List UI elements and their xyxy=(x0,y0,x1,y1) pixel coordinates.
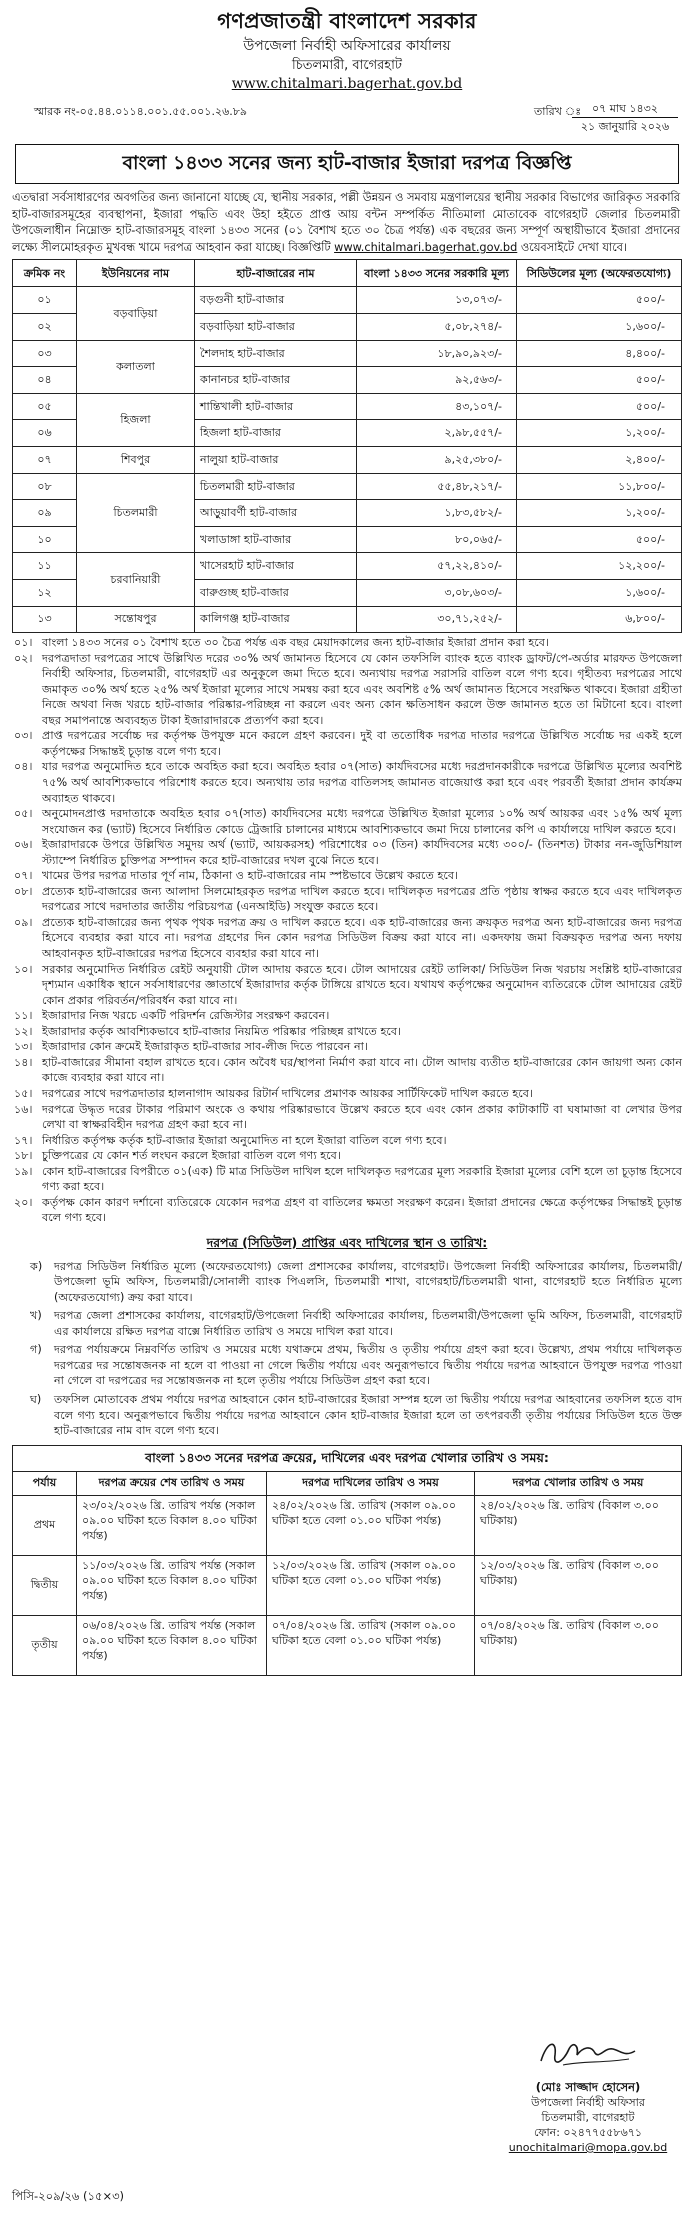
union-cell: সন্তোষপুর xyxy=(77,606,195,633)
condition-item xyxy=(12,884,682,915)
market-cell: কালিগঞ্জ হাট-বাজার xyxy=(195,606,357,633)
serial-cell: ১২ xyxy=(13,579,77,606)
signatory-place: চিতলমারী, বাগেরহাট xyxy=(541,2111,635,2124)
place-item xyxy=(12,1259,682,1306)
price-cell: ৩০,৭১,২৫২/- xyxy=(357,606,517,633)
condition-number: ০৯। xyxy=(14,915,33,929)
serial-cell: ০৭ xyxy=(13,446,77,473)
schedule-row xyxy=(13,1555,682,1615)
schedule-price-cell: ৪,৪০০/- xyxy=(517,340,682,367)
schedule-price-cell: ১,২০০/- xyxy=(517,500,682,527)
condition-number: ১৫। xyxy=(14,1086,33,1100)
condition-number: ০৫। xyxy=(14,807,33,821)
price-cell: ১,৮৩,৫৮২/- xyxy=(357,500,517,527)
condition-item xyxy=(12,837,682,868)
header-govt-price: বাংলা ১৪৩৩ সনের সরকারি মূল্য xyxy=(357,260,517,287)
signatory-email[interactable]: unochitalmari@mopa.gov.bd xyxy=(508,2141,668,2154)
condition-number: ০১। xyxy=(14,636,33,650)
buy-deadline-cell: ১১/০৩/২০২৬ খ্রি. তারিখ পর্যন্ত (সকাল ০৯.০০ ঘটিকা হতে বিকাল ৪.০০ ঘটিকা পর্যন্ত) xyxy=(77,1555,267,1615)
condition-text: ইজারাদারকে উপরে উল্লিখিত সমুদয় অর্থ (ভ্যাট, আয়করসহ) পরিশোধের ০৩ (তিন) কার্যদিবসের মধ্যে ৩০০/- (তিনশত) টাকার নন-জুডিশিয়াল স্ট্যাম্পে নির্ধারিত চুক্তিপত্র সম্পাদন করে হাট-বাজারের দখল বুঝে নিতে হবে। xyxy=(42,838,682,867)
schedule-caption-row xyxy=(13,1445,682,1471)
notice-title: বাংলা ১৪৩৩ সনের জন্য হাট-বাজার ইজারা দরপত্র বিজ্ঞপ্তি xyxy=(15,144,679,184)
condition-text: দরপত্রে উদ্ধৃত দরের টাকার পরিমাণ অংকে ও কথায় পরিষ্কারভাবে উল্লেখ করতে হবে এবং কোন প্রকার কাটাকাটি বা ঘষামাজা বা লেখার উপর লেখা বা স্বাক্ষরবিহীন দরপত্র গ্রহণ করা হবে না। xyxy=(42,1102,682,1132)
places-section-title: দরপত্র (সিডিউল) প্রাপ্তির এবং দাখিলের স্থান ও তারিখ: xyxy=(206,1234,488,1250)
condition-text: বাংলা ১৪৩৩ সনের ০১ বৈশাখ হতে ৩০ চৈত্র পর্যন্ত এক বছর মেয়াদকালের জন্য হাট-বাজার ইজারা প্রদান করা হবে। xyxy=(42,636,549,650)
serial-cell: ০৯ xyxy=(13,500,77,527)
condition-item xyxy=(12,1148,682,1164)
serial-cell: ০৪ xyxy=(13,367,77,394)
place-text: দরপত্র পর্যায়ক্রমে নিম্নবর্ণিত তারিখ ও সময়ের মধ্যে যথাক্রমে প্রথম, দ্বিতীয় ও তৃতীয় পর্যায়ে গ্রহণ করা হবে। উল্লেখ্য, প্রথম পর্যায়ে দাখিলকৃত দরপত্রের দর সন্তোষজনক না হলে বা পাওয়া না গেলে দ্বিতীয় পর্যায়ে এবং অনুরূপভাবে দ্বিতীয় পর্যায়ে দরপত্র আহবানে উপযুক্ত দরপত্র পাওয়া না গেলে বা দরপত্রের দর সন্তোষজনক না হলে তৃতীয় পর্যায়ে সিডিউল গ্রহণ করা হবে। xyxy=(54,1343,682,1388)
market-cell: খলাডাঙ্গা হাট-বাজার xyxy=(195,526,357,553)
table-row xyxy=(13,287,682,314)
condition-number: ০৪। xyxy=(14,760,33,774)
table-row xyxy=(13,553,682,580)
place-text: দরপত্র জেলা প্রশাসকের কার্যালয়, বাগেরহাট/উপজেলা নির্বাহী অফিসারের কার্যালয়, চিতলমারী/উপজেলা ভূমি অফিস, চিতলমারী, বাগেরহাট এর কার্যালয়ে রক্ষিত দরপত্র বাক্সে নির্ধারিত তারিখ ও সময়ে দাখিল করা যাবে। xyxy=(54,1309,682,1338)
market-cell: বড়গুনী হাট-বাজার xyxy=(195,287,357,314)
office-address: চিতলমারী, বাগেরহাট xyxy=(292,58,402,73)
condition-text: অনুমোদনপ্রাপ্ত দরদাতাকে অবহিত হবার ০৭(সাত) কার্যদিবসের মধ্যে দরপত্রে উল্লিখিত ইজারা মূল্যের ১০% অর্থ আয়কর এবং ১৫% অর্থ মূল্য সংযোজন কর (ভ্যাট) হিসেবে নির্ধারিত কোডে ট্রেজারি চালানের মাধ্যমে আবশ্যিকভাবে জমা দিয়ে চালানের কপি এ কার্যালয়ে দাখিল করতে হবে। xyxy=(42,807,682,836)
intro-website-link[interactable]: www.chitalmari.bagerhat.gov.bd xyxy=(334,240,518,254)
condition-number: ১৩। xyxy=(14,1040,33,1054)
condition-number: ০৬। xyxy=(14,838,33,852)
condition-item xyxy=(12,868,682,884)
market-cell: কানানচর হাট-বাজার xyxy=(195,367,357,394)
place-text: তফসিল মোতাবেক প্রথম পর্যায়ে দরপত্র আহবানে কোন হাট-বাজারের ইজারা সম্পন্ন হলে তা দ্বিতীয় পর্যায়ে দরপত্র আহবানের তফসিল হতে বাদ বলে গণ্য হবে। অনুরূপভাবে দ্বিতীয় পর্যায়ে দরপত্র আহবানে কোন হাট-বাজার ইজারা হলে তা তৎপরবর্তী তৃতীয় পর্যায়ের সিডিউল হতে উক্ত হাট-বাজারের নাম বাদ বলে গণ্য হবে। xyxy=(54,1393,682,1438)
price-cell: ৯,২৫,৩৮০/- xyxy=(357,446,517,473)
phase-cell: তৃতীয় xyxy=(13,1615,77,1675)
price-cell: ৪৩,১০৭/- xyxy=(357,393,517,420)
condition-text: ইজারাদার কর্তৃক আবশ্যিকভাবে হাট-বাজার নিয়মিত পরিষ্কার পরিচ্ছন্ন রাখতে হবে। xyxy=(42,1024,402,1038)
price-cell: ৫৭,২২,৪১০/- xyxy=(357,553,517,580)
condition-number: ১৭। xyxy=(14,1133,33,1147)
condition-text: কোন হাট-বাজারের বিপরীতে ০১(এক) টি মাত্র সিডিউল দাখিল হলে দাখিলকৃত দরপত্রের মূল্য সরকারি ইজারা মূল্যের বেশি হলে তা চূড়ান্ত হিসেবে গণ্য করা হবে। xyxy=(42,1164,682,1194)
schedule-row xyxy=(13,1615,682,1675)
condition-number: ০৭। xyxy=(14,869,33,883)
condition-text: চুক্তিপত্রের যে কোন শর্ত লংঘন করলে ইজারা বাতিল বলে গণ্য হবে। xyxy=(42,1149,341,1163)
table-row xyxy=(13,446,682,473)
condition-number: ১৪। xyxy=(14,1055,33,1069)
condition-item xyxy=(12,962,682,1009)
condition-number: ১২। xyxy=(14,1024,33,1038)
condition-number: ১১। xyxy=(14,1009,33,1023)
signatory-designation: উপজেলা নির্বাহী অফিসার xyxy=(531,2096,645,2109)
condition-text: ইজারাদার কোন ক্রমেই ইজারাকৃত হাট-বাজার সাব-লীজ দিতে পারবেন না। xyxy=(42,1040,368,1054)
market-cell: আড়ুয়াবর্ণী হাট-বাজার xyxy=(195,500,357,527)
website-link[interactable]: www.chitalmari.bagerhat.gov.bd xyxy=(231,76,463,92)
table-header-row xyxy=(13,260,682,287)
condition-text: ইজারাদার নিজ খরচে একটি পরিদর্শন রেজিস্টার সংরক্ষণ করবেন। xyxy=(42,1009,330,1023)
schedule-price-cell: ২,৪০০/- xyxy=(517,446,682,473)
handwritten-signature-icon xyxy=(533,2033,643,2073)
market-cell: নালুয়া হাট-বাজার xyxy=(195,446,357,473)
letterhead xyxy=(12,6,682,94)
memo-number: স্মারক নং-০৫.৪৪.০১১৪.০০১.৫৫.০০১.২৬.৮৯ xyxy=(34,105,248,118)
serial-cell: ০৩ xyxy=(13,340,77,367)
open-date-cell: ১২/০৩/২০২৬ খ্রি. তারিখ (বিকাল ৩.০০ ঘটিকায়) xyxy=(475,1555,682,1615)
schedule-header-row xyxy=(13,1471,682,1495)
schedule-header-submit: দরপত্র দাখিলের তারিখ ও সময় xyxy=(267,1471,475,1495)
condition-text: যার দরপত্র অনুমোদিত হবে তাকে অবহিত করা হবে। অবহিত হবার ০৭(সাত) কার্যদিবসের মধ্যে দরপ্রদানকারীকে দরপত্রে উল্লিখিত মূল্যের অবশিষ্ট ৭৫% অর্থ আবশ্যিকভাবে পরিশোধ করতে হবে। অন্যথায় তার দরপত্র বাতিলসহ জামানত বাজেয়াপ্ত করা হবে এবং পরবর্তী ইজারা প্রদান কার্যক্রম অব্যাহত থাকবে। xyxy=(42,760,682,805)
header-schedule-price: সিডিউলের মূল্য (অফেরতযোগ্য) xyxy=(517,260,682,287)
condition-text: নির্ধারিত কর্তৃপক্ষ কর্তৃক হাট-বাজার ইজারা অনুমোদিত না হলে ইজারা বাতিল বলে গণ্য হবে। xyxy=(42,1133,447,1147)
condition-text: সরকার অনুমোদিত নির্ধারিত রেইট অনুযায়ী টোল আদায় করতে হবে। টোল আদায়ের রেইট তালিকা/ সিডিউল নিজ খরচায় সংশ্লিষ্ট হাট-বাজারের দৃশ্যমান একাধিক স্থানে সর্বসাধারণের জ্ঞাতার্থে ইজারাদার কর্তৃক টাঙ্গিয়ে রাখতে হবে। যথাযথ কর্তৃপক্ষের অনুমোদন ব্যতিরেকে টোল আদায়ের রেইট কোন প্রকার পরিবর্তন/পরিবর্ধন করা যাবে না। xyxy=(42,962,682,1007)
serial-cell: ০৫ xyxy=(13,393,77,420)
serial-cell: ০৬ xyxy=(13,420,77,447)
price-cell: ১৩,০৭৩/- xyxy=(357,287,517,314)
condition-item xyxy=(12,1008,682,1024)
place-letter: খ) xyxy=(30,1309,42,1323)
serial-cell: ১৩ xyxy=(13,606,77,633)
place-item xyxy=(12,1342,682,1389)
schedule-price-cell: ৫০০/- xyxy=(517,367,682,394)
header-serial: ক্রমিক নং xyxy=(13,260,77,287)
market-cell: বারুগুচ্ছ হাট-বাজার xyxy=(195,579,357,606)
condition-text: প্রত্যেক হাট-বাজারের জন্য আলাদা সিলমোহরকৃত দরপত্র দাখিল করতে হবে। দাখিলকৃত দরপত্রের প্রতি পৃষ্ঠায় স্বাক্ষর করতে হবে এবং দাখিলকৃত দরপত্রের সাথে দরদাতার জাতীয় পরিচয়পত্র (এনআইডি) সংযুক্ত করতে হবে। xyxy=(42,884,682,914)
condition-number: ১৮। xyxy=(14,1149,33,1163)
condition-text: প্রাপ্ত দরপত্রের সর্বোচ্চ দর কর্তৃপক্ষ উপযুক্ত মনে করলে গ্রহণ করবেন। দুই বা ততোধিক দরপত্র দাতার দরপত্রে উল্লিখিত সর্বোচ্চ দর একই হলে কর্তৃপক্ষের সিদ্ধান্তই চূড়ান্ত বলে গণ্য হবে। xyxy=(42,729,682,758)
union-cell: চরবানিয়ারী xyxy=(77,553,195,606)
condition-item xyxy=(12,915,682,962)
market-cell: বড়বাড়িয়া হাট-বাজার xyxy=(195,313,357,340)
table-row xyxy=(13,393,682,420)
date-box xyxy=(572,100,678,135)
condition-number: ০৮। xyxy=(14,884,33,898)
schedule-header-open: দরপত্র খোলার তারিখ ও সময় xyxy=(475,1471,682,1495)
condition-text: কর্তৃপক্ষ কোন কারণ দর্শানো ব্যতিরেকে যেকোন দরপত্র গ্রহণ বা বাতিলের ক্ষমতা সংরক্ষণ করেন। ইজারা প্রদানের ক্ষেত্রে কর্তৃপক্ষের সিদ্ধান্তই চূড়ান্ত বলে গণ্য হবে। xyxy=(42,1195,682,1225)
price-cell: ৩,০৮,৬০৩/- xyxy=(357,579,517,606)
union-cell: চিতলমারী xyxy=(77,473,195,553)
market-cell: শান্তিখালী হাট-বাজার xyxy=(195,393,357,420)
condition-number: ০৩। xyxy=(14,729,33,743)
union-cell: কলাতলা xyxy=(77,340,195,393)
price-cell: ২,৯৮,৫৫৭/- xyxy=(357,420,517,447)
schedule-price-cell: ৫০০/- xyxy=(517,287,682,314)
header-market: হাট-বাজারের নাম xyxy=(195,260,357,287)
condition-number: ০২। xyxy=(14,651,33,665)
intro-paragraph xyxy=(12,190,680,256)
schedule-price-cell: ১,২০০/- xyxy=(517,420,682,447)
price-cell: ৫,০৮,২৭৪/- xyxy=(357,313,517,340)
submit-date-cell: ২৪/০২/২০২৬ খ্রি. তারিখ (সকাল ০৯.০০ ঘটিকা হতে বেলা ০১.০০ ঘটিকা পর্যন্ত) xyxy=(267,1495,475,1555)
print-code: পিসি-২০৯/২৬ (১৫×৩) xyxy=(12,2189,125,2203)
phase-cell: প্রথম xyxy=(13,1495,77,1555)
place-letter: গ) xyxy=(30,1343,42,1357)
place-letter: ঘ) xyxy=(30,1393,42,1406)
serial-cell: ০৮ xyxy=(13,473,77,500)
submit-date-cell: ০৭/০৪/২০২৬ খ্রি. তারিখ (সকাল ০৯.০০ ঘটিকা হতে বেলা ০১.০০ ঘটিকা পর্যন্ত) xyxy=(267,1615,475,1675)
serial-cell: ১১ xyxy=(13,553,77,580)
condition-item xyxy=(12,1102,682,1133)
condition-text: দরপত্রদাতা দরপত্রের সাথে উল্লিখিত দরের ৩০% অর্থ জামানত হিসেবে যে কোন তফসিলি ব্যাংক হতে ব্যাংক ড্রাফট/পে-অর্ডার মারফত উপজেলা নির্বাহী অফিসার, চিতলমারী, বাগেরহাট এর অনুকূলে জমা দিতে হবে। অন্যথায় দরপত্র সরাসরি বাতিল বলে গণ্য হবে। গৃহীতব্য দরপত্রের সাথে জমাকৃত ৩০% অর্থ হতে ২৫% অর্থ ইজারা মূল্যের সাথে সমন্বয় করা হবে এবং অবশিষ্ট ৫% অর্থ জামানত হিসেবে সংরক্ষিত থাকবে। ইজারা গ্রহীতা নিজে অথবা নিজ খরচে হাট-বাজার পরিষ্কার-পরিচ্ছন্ন না করলে এবং অন্য কোন ক্ষতিসাধন করলে উক্ত জামানত হতে তা মিটানো হবে। বাংলা বছর সমাপনান্তে অব্যবহৃত টাকা ইজারাদারকে প্রত্যর্পণ করা হবে। xyxy=(42,651,682,727)
schedule-table xyxy=(12,1445,682,1676)
phase-cell: দ্বিতীয় xyxy=(13,1555,77,1615)
open-date-cell: ০৭/০৪/২০২৬ খ্রি. তারিখ (বিকাল ৩.০০ ঘটিকায়) xyxy=(475,1615,682,1675)
place-item xyxy=(12,1392,682,1439)
schedule-price-cell: ১,৬০০/- xyxy=(517,313,682,340)
union-cell: শিবপুর xyxy=(77,446,195,473)
schedule-price-cell: ৫০০/- xyxy=(517,526,682,553)
condition-item xyxy=(12,1164,682,1195)
submit-date-cell: ১২/০৩/২০২৬ খ্রি. তারিখ (সকাল ০৯.০০ ঘটিকা হতে বেলা ০১.০০ ঘটিকা পর্যন্ত) xyxy=(267,1555,475,1615)
schedule-price-cell: ৬,৮০০/- xyxy=(517,606,682,633)
serial-cell: ০১ xyxy=(13,287,77,314)
condition-item xyxy=(12,1133,682,1149)
price-cell: ৫৫,৪৮,২১৭/- xyxy=(357,473,517,500)
serial-cell: ১০ xyxy=(13,526,77,553)
table-row xyxy=(13,606,682,633)
date-english: ২১ জানুয়ারি ২০২৬ xyxy=(580,120,670,133)
serial-cell: ০২ xyxy=(13,313,77,340)
schedule-header-buy: দরপত্র ক্রয়ের শেষ তারিখ ও সময় xyxy=(77,1471,267,1495)
condition-item xyxy=(12,1055,682,1086)
condition-item xyxy=(12,651,682,729)
place-item xyxy=(12,1308,682,1339)
condition-item xyxy=(12,1195,682,1226)
open-date-cell: ২৪/০২/২০২৬ খ্রি. তারিখ (বিকাল ৩.০০ ঘটিকায়) xyxy=(475,1495,682,1555)
conditions-list xyxy=(12,635,682,1226)
schedule-price-cell: ১২,২০০/- xyxy=(517,553,682,580)
schedule-price-cell: ৫০০/- xyxy=(517,393,682,420)
table-row xyxy=(13,340,682,367)
schedule-price-cell: ১১,৮০০/- xyxy=(517,473,682,500)
price-cell: ৮০,০৬৫/- xyxy=(357,526,517,553)
header-union: ইউনিয়নের নাম xyxy=(77,260,195,287)
signatory-name: (মোঃ সাজ্জাদ হোসেন) xyxy=(535,2080,641,2094)
price-cell: ৯২,৫৬৩/- xyxy=(357,367,517,394)
condition-text: দরপত্রের সাথে দরপত্রদাতার হালনাগাদ আয়কর রিটার্ন দাখিলের প্রমাণক আয়কর সার্টিফিকেট দাখিল করতে হবে। xyxy=(42,1086,534,1100)
condition-item xyxy=(12,759,682,806)
place-letter: ক) xyxy=(30,1259,43,1273)
condition-item xyxy=(12,1086,682,1102)
schedule-price-cell: ১,৬০০/- xyxy=(517,579,682,606)
date-bangla: ০৭ মাঘ ১৪৩২ xyxy=(572,100,678,118)
condition-number: ১০। xyxy=(14,962,33,976)
place-text: দরপত্র সিডিউল নির্ধারিত মূল্যে (অফেরতযোগ্য) জেলা প্রশাসকের কার্যালয়, বাগেরহাট। উপজেলা নির্বাহী অফিসারের কার্যালয়, চিতলমারী/উপজেলা ভূমি অফিস, চিতলমারী/সোনালী ব্যাংক পিএলসি, চিতলমারী শাখা, বাগেরহাট/চিতলমারী থানা, বাগেরহাট হতে নির্ধারিত মূল্যে (অফেরতযোগ্য) ক্রয় করা যাবে। xyxy=(54,1259,682,1304)
government-title: গণপ্রজাতন্ত্রী বাংলাদেশ সরকার xyxy=(217,9,477,33)
reference-row xyxy=(12,98,682,144)
union-cell: বড়বাড়িয়া xyxy=(77,287,195,340)
market-cell: শৈলদাহ হাট-বাজার xyxy=(195,340,357,367)
market-cell: খাসেরহাট হাট-বাজার xyxy=(195,553,357,580)
condition-text: হাট-বাজারের সীমানা বহাল রাখতে হবে। কোন অবৈধ ঘর/স্থাপনা নির্মাণ করা যাবে না। টোল আদায় ব্যতীত হাট-বাজারের কোন জায়গা অন্য কোন কাজে ব্যবহার করা যাবে না। xyxy=(42,1055,682,1085)
date-label: তারিখ ঃ xyxy=(534,105,582,118)
table-row xyxy=(13,473,682,500)
intro-text: এতদ্বারা সর্বসাধারণের অবগতির জন্য জানানো যাচ্ছে যে, স্থানীয় সরকার, পল্লী উন্নয়ন ও সমবায় মন্ত্রণালয়ের স্থানীয় সরকার বিভাগের জারিকৃত সরকারি হাট-বাজারসমূহের ব্যবস্থাপনা, ইজারা পদ্ধতি এবং উহা হইতে প্রাপ্ত আয় বন্টন সম্পর্কিত নীতিমালা মোতাবেক বাগেরহাট জেলার চিতলমারী উপজেলাধীন নিম্নোক্ত হাট-বাজারসমূহ বাংলা ১৪৩৩ সনের (০১ বৈশাখ হতে ৩০ চৈত্র পর্যন্ত) এক বছরের জন্য সম্পূর্ণ অস্থায়ীভাবে ইজারা প্রদানের লক্ষ্যে সীলমোহরকৃত মুখবন্ধ খামে দরপত্র আহবান করা যাচ্ছে। বিজ্ঞপ্তিটি xyxy=(12,191,680,254)
market-cell: হিজলা হাট-বাজার xyxy=(195,420,357,447)
office-name: উপজেলা নির্বাহী অফিসারের কার্যালয় xyxy=(243,38,451,54)
condition-text: প্রত্যেক হাট-বাজারের জন্য পৃথক পৃথক দরপত্র ক্রয় ও দাখিল করতে হবে। এক হাট-বাজারের জন্য ক্রয়কৃত দরপত্র অন্য হাট-বাজারের জন্য দরপত্র হিসেবে ব্যবহার করা যাবে না। দরপত্র গ্রহণের দিন কোন দরপত্র সিডিউল বিক্রয় করা যাবে না। একদফায় জমা বিক্রয়কৃত দরপত্র অন্য দফায় আহবানকৃত হাট-বাজারের দরপত্র হিসেবে ব্যবহার করা যাবে না। xyxy=(42,915,682,961)
market-cell: চিতলমারী হাট-বাজার xyxy=(195,473,357,500)
condition-text: খামের উপর দরপত্র দাতার পূর্ণ নাম, ঠিকানা ও হাট-বাজারের নাম স্পষ্টভাবে উল্লেখ করতে হবে। xyxy=(42,869,459,883)
condition-item xyxy=(12,1024,682,1040)
buy-deadline-cell: ০৬/০৪/২০২৬ খ্রি. তারিখ পর্যন্ত (সকাল ০৯.০০ ঘটিকা হতে বিকাল ৪.০০ ঘটিকা পর্যন্ত) xyxy=(77,1615,267,1675)
signature-block xyxy=(503,2033,673,2155)
condition-number: ১৬। xyxy=(14,1102,33,1116)
condition-number: ১৯। xyxy=(14,1164,33,1178)
buy-deadline-cell: ২৩/০২/২০২৬ খ্রি. তারিখ পর্যন্ত (সকাল ০৯.০০ ঘটিকা হতে বিকাল ৪.০০ ঘটিকা পর্যন্ত) xyxy=(77,1495,267,1555)
schedule-header-phase: পর্যায় xyxy=(13,1471,77,1495)
signatory-phone: ফোন: ০২৪৭৭৫৫৮৬৭১ xyxy=(533,2126,643,2139)
schedule-row xyxy=(13,1495,682,1555)
intro-tail: ওয়েবসাইটে দেখা যাবে। xyxy=(520,240,628,254)
price-cell: ১৮,৯০,৯২৩/- xyxy=(357,340,517,367)
condition-item xyxy=(12,806,682,837)
condition-number: ২০। xyxy=(14,1195,33,1209)
condition-item xyxy=(12,635,682,651)
condition-item xyxy=(12,728,682,759)
condition-item xyxy=(12,1039,682,1055)
union-cell: হিজলা xyxy=(77,393,195,446)
schedule-caption: বাংলা ১৪৩৩ সনের দরপত্র ক্রয়ের, দাখিলের এবং দরপত্র খোলার তারিখ ও সময়: xyxy=(13,1445,682,1471)
bazaar-table xyxy=(12,259,682,633)
